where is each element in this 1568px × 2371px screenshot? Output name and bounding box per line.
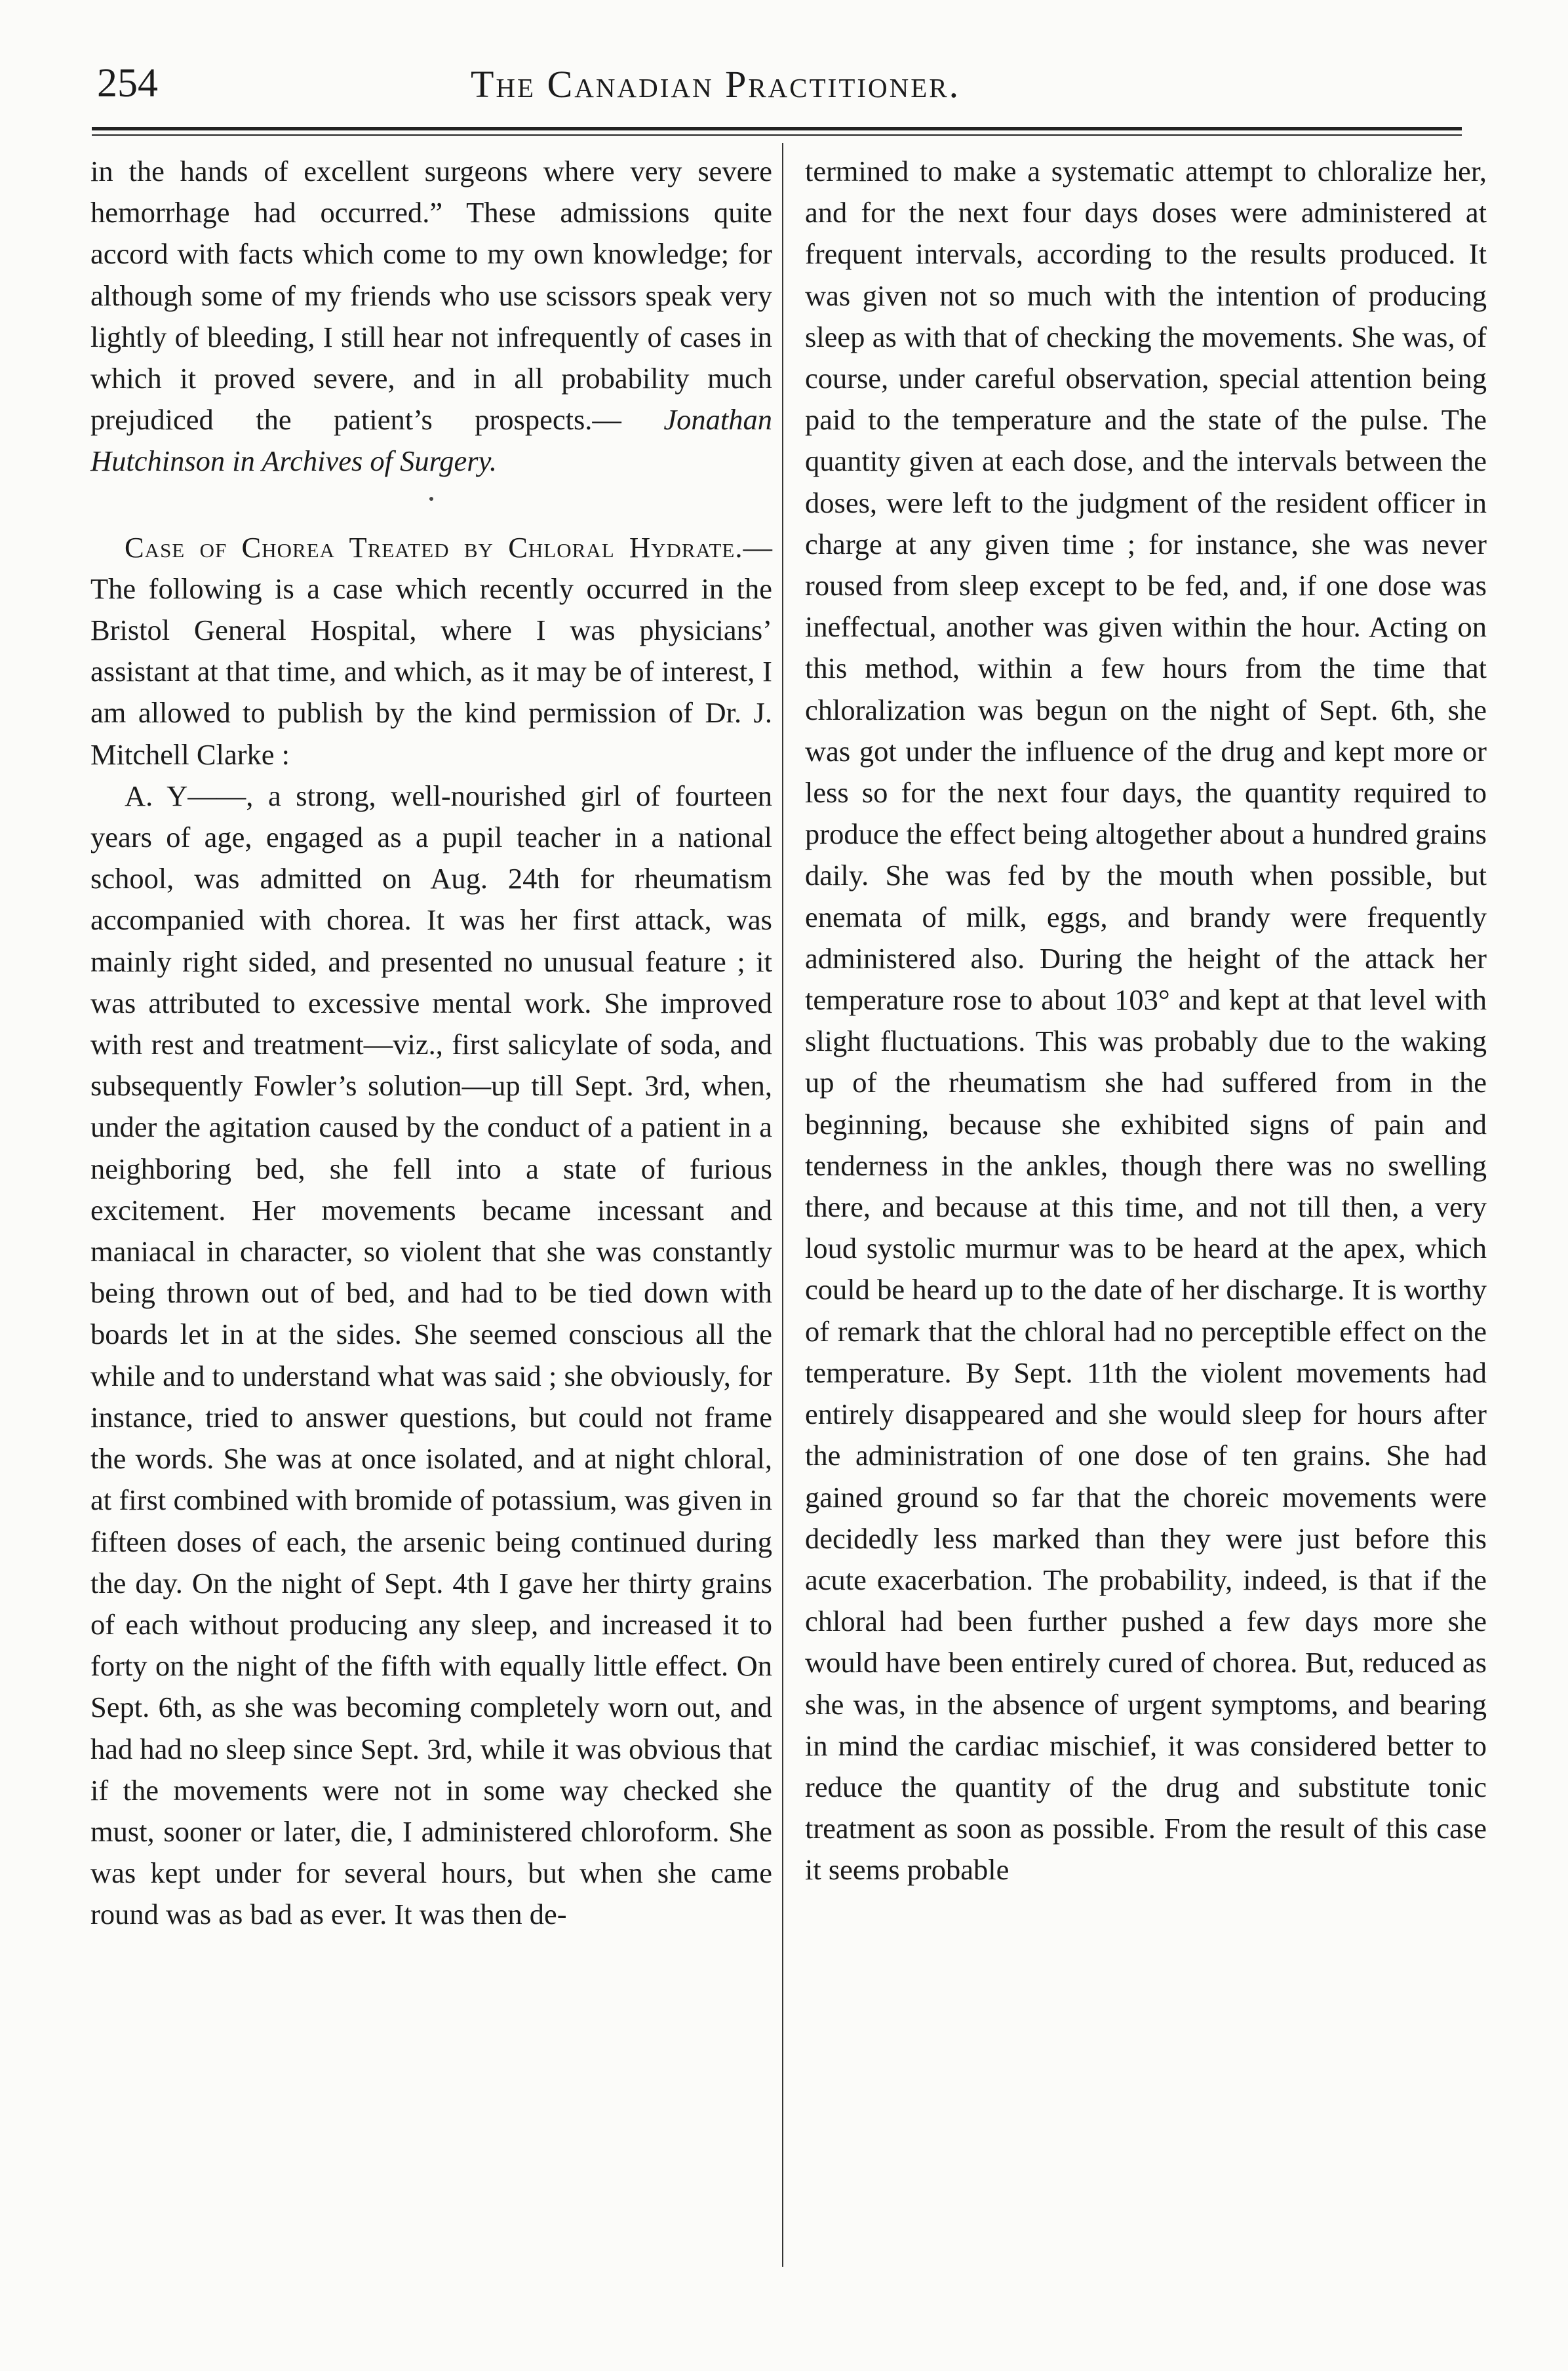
left-column: [90, 151, 772, 1936]
header-rule-thick: [92, 127, 1462, 130]
paragraph-text: termined to make a systematic attempt to chloralize her, and for the next four days doses were administered at frequent intervals, according to the results produced. It was given not so much with the intention of producing sleep as with that of checking the movements. She was, of course, under careful observation, special attention being paid to the temperature and the state of the pulse. The quantity given at each dose, and the intervals between the doses, were left to the judgment of the resident officer in charge at any given time ; for instance, she was never roused from sleep except to be fed, and, if one dose was ineffectual, another was given within the hour. Acting on this method, within a few hours from the time that chloralization was begun on the night of Sept. 6th, she was got under the influence of the drug and kept more or less so for the next four days, the quantity required to produce the effect being altogether about a hundred grains daily. She was fed by the mouth when possible, but enemata of milk, eggs, and brandy were frequently administered also. During the height of the attack her temperature rose to about 103° and kept at that level with slight fluctuations. This was probably due to the waking up of the rheumatism she had suffered from in the beginning, because she exhibited signs of pain and tenderness in the ankles, though there was no swelling there, and because at this time, and not till then, a very loud systolic murmur was to be heard at the apex, which could be heard up to the date of her discharge. It is worthy of remark that the chloral had no perceptible effect on the temperature. By Sept. 11th the violent movements had entirely disappeared and she would sleep for hours after the administration of one dose of ten grains. She had gained ground so far that the choreic movements were decidedly less marked than they were just before this acute exacerbation. The probability, indeed, is that if the chloral had been further pushed a few days more she would have been entirely cured of chorea. But, reduced as she was, in the absence of urgent symptoms, and bearing in mind the cardiac mischief, it was considered better to reduce the quantity of the drug and substitute tonic treatment as soon as possible. From the result of this case it seems probable: [805, 155, 1487, 1887]
paragraph-chorea-intro: [90, 527, 772, 775]
page-number: 254: [97, 61, 158, 106]
running-title: The Canadian Practitioner.: [471, 63, 961, 106]
paragraph-text: in the hands of excellent surgeons where very severe hemorrhage had occurred.” These admissions quite accord with facts which come to my own knowledge; for although some of my friends who use scissors speak very lightly of bleeding, I still hear not infrequently of cases in which it proved severe, and in all probability much prejudiced the patient’s prospects.—: [90, 155, 772, 437]
paragraph-treatment: [805, 151, 1487, 1891]
column-divider: [782, 143, 783, 2267]
section-heading: Case of Chorea Treated by Chloral Hydrate.: [125, 530, 743, 564]
paragraph-hemorrhage: [90, 151, 772, 482]
paragraph-case-history: [90, 775, 772, 1936]
right-column: [805, 151, 1487, 1891]
section-separator: [429, 497, 433, 501]
paragraph-text: —The following is a case which recently occurred in the Bristol General Hospital, where I was physicians’ assistant at that time, and which, as it may be of interest, I am allowed to publish by the kind permission of Dr. J. Mitchell Clarke :: [90, 530, 772, 771]
citation: Jonathan Hutchinson in Archives of Surgery.: [90, 403, 772, 478]
header-rule-thin: [92, 134, 1462, 136]
paragraph-text: A. Y——, a strong, well-nourished girl of fourteen years of age, engaged as a pupil teacher in a national school, was admitted on Aug. 24th for rheumatism accompanied with chorea. It was her first attack, was mainly right sided, and presented no unusual feature ; it was attributed to excessive mental work. She improved with rest and treatment—viz., first salicylate of soda, and subsequently Fowler’s solution—up till Sept. 3rd, when, under the agitation caused by the conduct of a patient in a neighboring bed, she fell into a state of furious excitement. Her movements became incessant and maniacal in character, so violent that she was constantly being thrown out of bed, and had to be tied down with boards let in at the sides. She seemed conscious all the while and to understand what was said ; she obviously, for instance, tried to answer questions, but could not frame the words. She was at once isolated, and at night chloral, at first combined with bromide of potassium, was given in fifteen doses of each, the arsenic being continued during the day. On the night of Sept. 4th I gave her thirty grains of each without producing any sleep, and increased it to forty on the night of the fifth with equally little effect. On Sept. 6th, as she was becoming completely worn out, and had had no sleep since Sept. 3rd, while it was obvious that if the movements were not in some way checked she must, sooner or later, die, I administered chloroform. She was kept under for several hours, but when she came round was as bad as ever. It was then de-: [90, 779, 772, 1931]
